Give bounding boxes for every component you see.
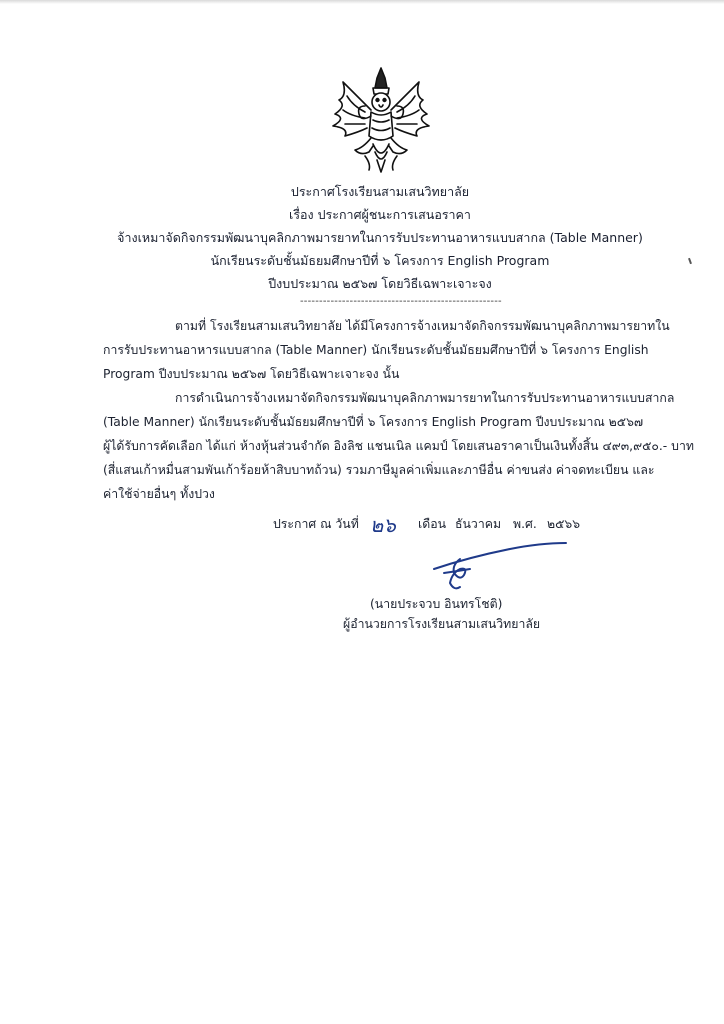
scan-edge: [0, 0, 724, 4]
announce-year: ๒๕๖๖: [547, 517, 581, 531]
para1-line2: การรับประทานอาหารแบบสากล (Table Manner) นักเรียนระดับชั้นมัธยมศึกษาปีที่ ๖ โครงการ English: [103, 343, 649, 357]
announce-year-label: พ.ศ.: [513, 517, 537, 531]
para1-line3: Program ปีงบประมาณ ๒๕๖๗ โดยวิธีเฉพาะเจาะจง นั้น: [103, 367, 400, 381]
announce-month: ธันวาคม: [455, 517, 502, 531]
announce-prefix: ประกาศ ณ วันที่: [273, 517, 359, 531]
para1-line1: ตามที่ โรงเรียนสามเสนวิทยาลัย ได้มีโครงการจ้างเหมาจัดกิจกรรมพัฒนาบุคลิกภาพมารยาทใน: [175, 319, 670, 333]
para2-line2: (Table Manner) นักเรียนระดับชั้นมัธยมศึกษาปีที่ ๖ โครงการ English Program ปีงบประมาณ ๒๕๖๗: [103, 415, 644, 429]
garuda-emblem-icon: [325, 66, 437, 176]
subject-title: เรื่อง ประกาศผู้ชนะการเสนอราคา: [289, 207, 471, 222]
heading-divider: -----------------------------------------------------: [300, 296, 502, 307]
signer-position: ผู้อำนวยการโรงเรียนสามเสนวิทยาลัย: [343, 617, 541, 631]
handwritten-signature: [430, 535, 570, 595]
para2-line1: การดำเนินการจ้างเหมาจัดกิจกรรมพัฒนาบุคลิกภาพมารยาทในการรับประทานอาหารแบบสากล: [175, 391, 675, 405]
signer-name: (นายประจวบ อินทรโชติ): [370, 597, 503, 611]
issuer-title: ประกาศโรงเรียนสามเสนวิทยาลัย: [290, 184, 470, 199]
para2-line5: ค่าใช้จ่ายอื่นๆ ทั้งปวง: [103, 487, 215, 501]
project-title-line2: นักเรียนระดับชั้นมัธยมศึกษาปีที่ ๖ โครงการ English Program: [210, 253, 550, 268]
project-title-line1: จ้างเหมาจัดกิจกรรมพัฒนาบุคลิกภาพมารยาทในการรับประทานอาหารแบบสากล (Table Manner): [117, 230, 643, 245]
para2-line4: (สี่แสนเก้าหมื่นสามพันเก้าร้อยห้าสิบบาทถ้วน) รวมภาษีมูลค่าเพิ่มและภาษีอื่น ค่าขนส่ง ค่าจดทะเบียน และ: [103, 463, 655, 477]
announcement-heading: [60, 180, 700, 295]
para2-line3: ผู้ได้รับการคัดเลือก ได้แก่ ห้างหุ้นส่วนจำกัด อิงลิช แชนเนิล แคมป์ โดยเสนอราคาเป็นเงินทั้งสิ้น ๔๙๓,๙๕๐.- บาท: [103, 439, 694, 453]
announce-day: ๒๖: [370, 513, 396, 537]
announce-month-label: เดือน: [418, 517, 446, 531]
project-title-line3: ปีงบประมาณ ๒๕๖๗ โดยวิธีเฉพาะเจาะจง: [268, 276, 492, 291]
